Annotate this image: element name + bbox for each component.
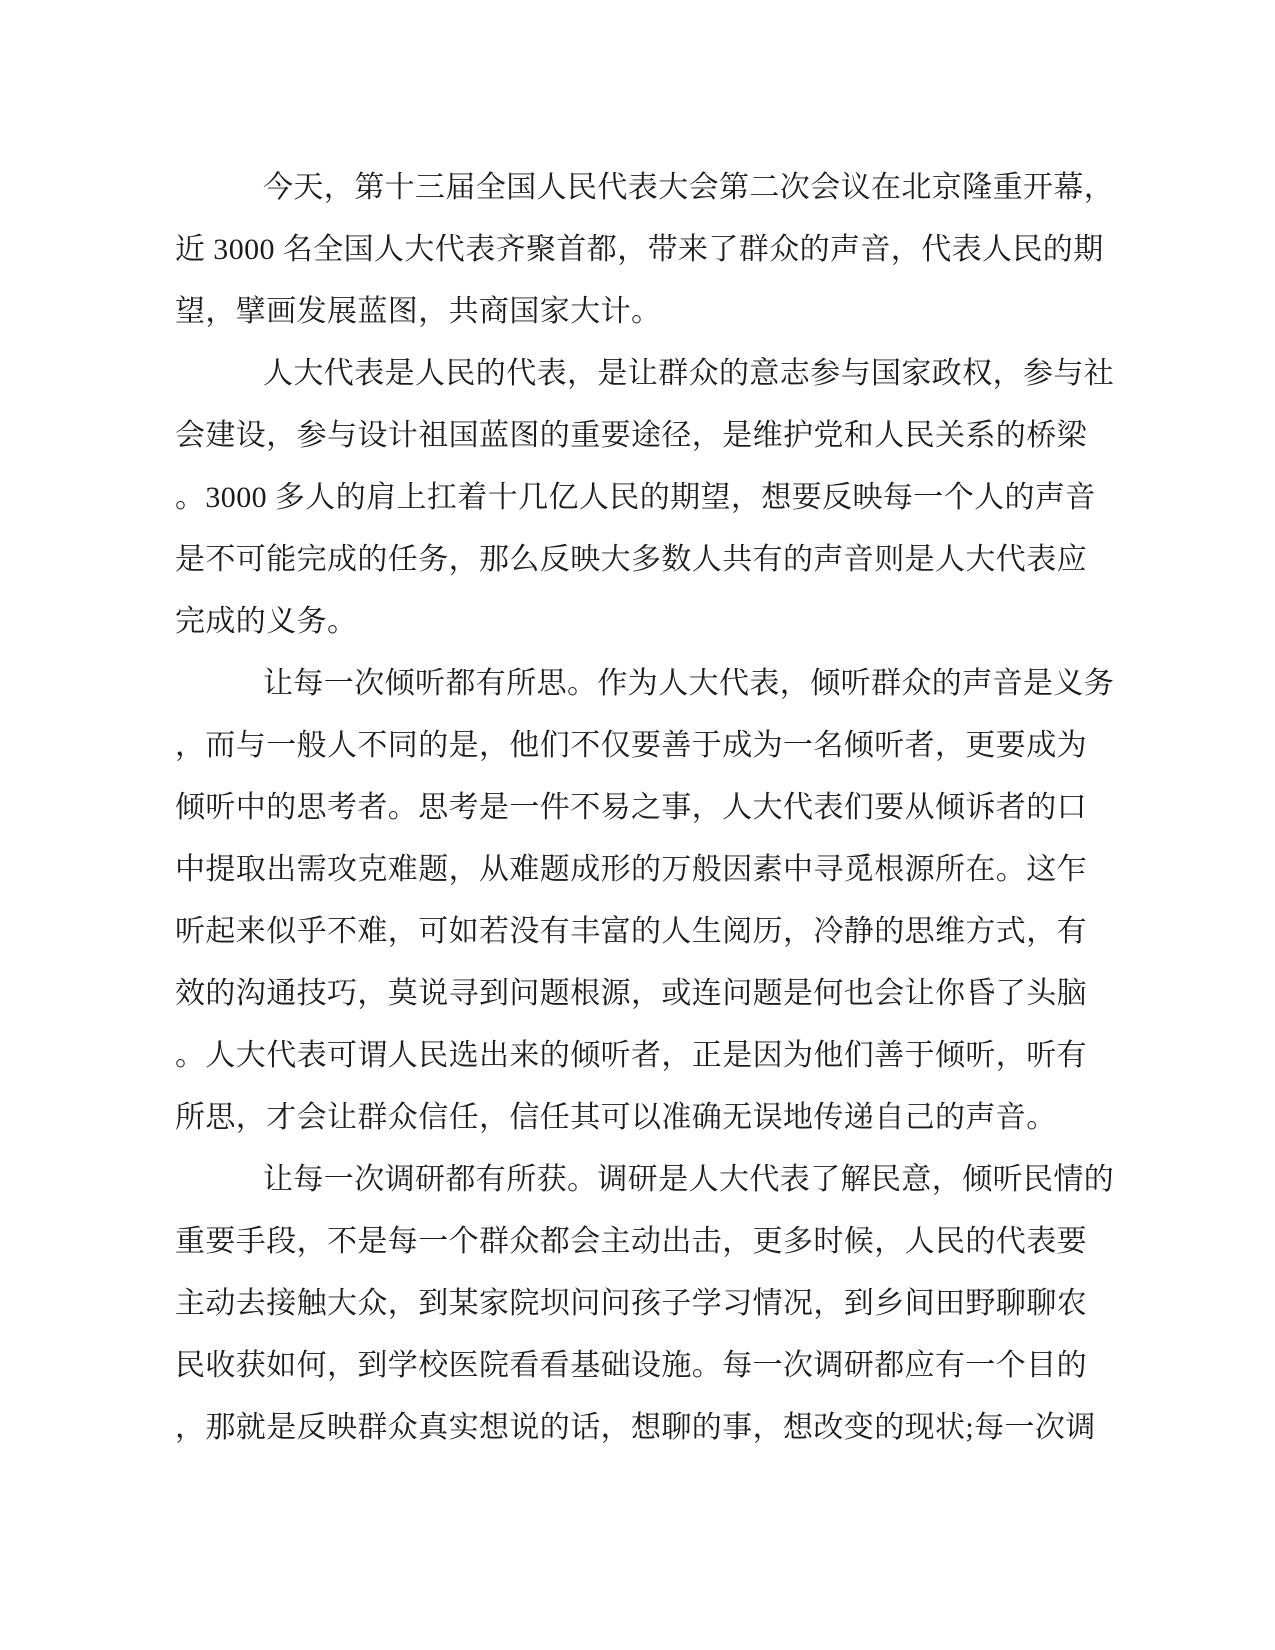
text-line: 。人大代表可谓人民选出来的倾听者，正是因为他们善于倾听，听有	[175, 1039, 1087, 1072]
text-line: 望，擘画发展蓝图，共商国家大计。	[175, 295, 662, 328]
paragraph	[175, 343, 1135, 653]
text-line: 听起来似乎不难，可如若没有丰富的人生阅历，冷静的思维方式，有	[175, 915, 1087, 948]
text-line: ，那就是反映群众真实想说的话，想聊的事，想改变的现状;每一次调	[175, 1411, 1096, 1444]
text-line: 倾听中的思考者。思考是一件不易之事，人大代表们要从倾诉者的口	[175, 791, 1087, 824]
text-line: 会建设，参与设计祖国蓝图的重要途径，是维护党和人民关系的桥梁	[175, 419, 1087, 452]
text-line: 近 3000 名全国人大代表齐聚首都，带来了群众的声音，代表人民的期	[175, 233, 1104, 266]
text-line: 让每一次倾听都有所思。作为人大代表，倾听群众的声音是义务	[263, 667, 1115, 700]
text-line: 让每一次调研都有所获。调研是人大代表了解民意，倾听民情的	[263, 1163, 1115, 1196]
text-line: 。3000 多人的肩上扛着十几亿人民的期望，想要反映每一个人的声音	[175, 481, 1096, 514]
text-line: 主动去接触大众，到某家院坝问问孩子学习情况，到乡间田野聊聊农	[175, 1287, 1087, 1320]
text-line: 今天，第十三届全国人民代表大会第二次会议在北京隆重开幕，	[263, 171, 1115, 204]
text-line: 民收获如何，到学校医院看看基础设施。每一次调研都应有一个目的	[175, 1349, 1087, 1382]
text-line: 所思，才会让群众信任，信任其可以准确无误地传递自己的声音。	[175, 1101, 1057, 1134]
text-line: 完成的义务。	[175, 605, 358, 638]
text-line: 是不可能完成的任务，那么反映大多数人共有的声音则是人大代表应	[175, 543, 1087, 576]
text-line: 重要手段，不是每一个群众都会主动出击，更多时候，人民的代表要	[175, 1225, 1087, 1258]
text-line: 人大代表是人民的代表，是让群众的意志参与国家政权，参与社	[263, 357, 1115, 390]
paragraph	[175, 1149, 1135, 1459]
text-line: ，而与一般人不同的是，他们不仅要善于成为一名倾听者，更要成为	[175, 729, 1087, 762]
paragraph	[175, 157, 1135, 343]
paragraph	[175, 653, 1135, 1149]
text-line: 效的沟通技巧，莫说寻到问题根源，或连问题是何也会让你昏了头脑	[175, 977, 1087, 1010]
text-line: 中提取出需攻克难题，从难题成形的万般因素中寻觅根源所在。这乍	[175, 853, 1087, 886]
document-body	[175, 157, 1135, 1459]
